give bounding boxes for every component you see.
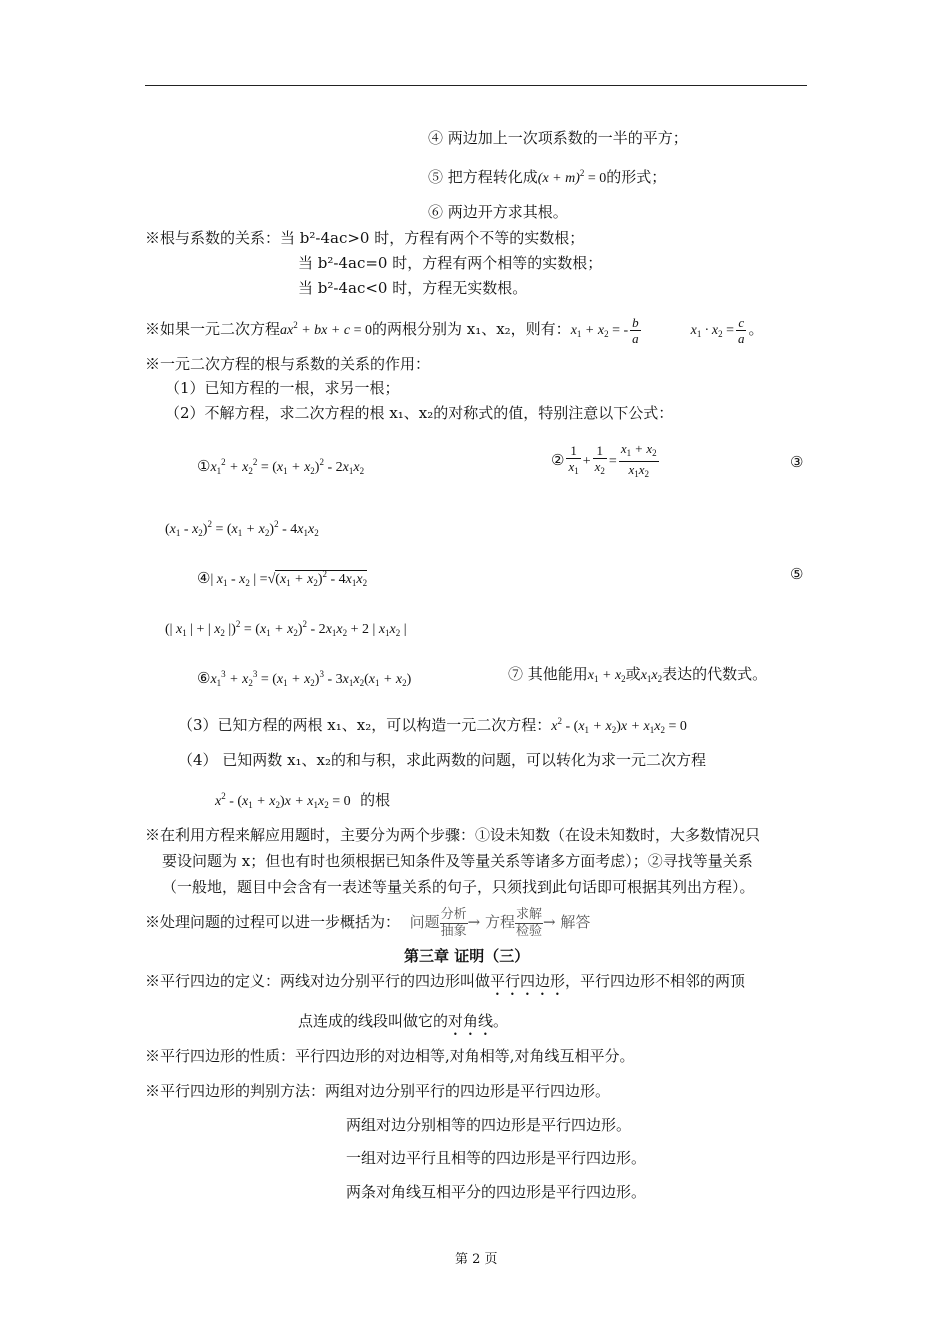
formula-2: ② $\frac{1}{x_1}$ + $\frac{1}{x_2}$ = $\frac{x_1 + x_2}{x_1x_2}$ (551, 440, 657, 479)
discriminant-case-3: 当 b²-4ac<0 时，方程无实数根。 (298, 279, 528, 297)
roles-title: ※一元二次方程的根与系数的关系的作用： (145, 355, 431, 373)
parallelogram-judge-2: 两组对边分别相等的四边形是平行四边形。 (346, 1116, 632, 1134)
parallelogram-properties: ※平行四边形的性质：平行四边形的对边相等,对角相等,对角线互相平分。 (145, 1047, 635, 1065)
step-5: ⑤ 把方程转化成$(x + m)^2 = 0$的形式； (428, 168, 667, 186)
formula-1: $①x_1^2 + x_2^2 = (x_1 + x_2)^2 - 2x_1x_2$ (197, 457, 365, 476)
parallelogram-judge-4: 两条对角线互相平分的四边形是平行四边形。 (346, 1183, 647, 1201)
formula-3: $(x_1 - x_2)^2 = (x_1 + x_2)^2 - 4x_1x_2$ (165, 519, 319, 538)
vieta-formula: ※如果一元二次方程$ax^2$ + bx + c = 0的两根分别为 x₁、x₂，则有：$x_1 + x_2$ = - $\frac{b}{a}$ $x_1 \cdot x_2$ = $\frac{c}{a}$ 。 (145, 314, 764, 346)
formula-5: (| $x_1$ | + | $x_2$ $|)^2 = (x_1 + x_2)^2 - 2x_1x_2 + 2$ | $x_1x_2$ | (165, 619, 407, 638)
arrow-solve: 求解 检验 (515, 906, 542, 939)
application-line-2: 要设问题为 x；但也有时也须根据已知条件及等量关系等诸多方面考虑）；②寻找等量关系 (162, 852, 753, 870)
header-rule (145, 85, 807, 86)
formula-4: ④| $x_1 - x_2$ | $=√(x_1 + x_2)^2 - 4x_1x_2$ (197, 569, 368, 588)
arrow-analyze: 分析 抽象 (440, 906, 467, 939)
role-4-equation: $x^2 - (x_1 + x_2)x + x_1x_2 = 0$ 的根 (215, 791, 391, 810)
application-line-1: ※在利用方程来解应用题时，主要分为两个步骤：①设未知数（在设未知数时，大多数情况只 (145, 826, 761, 844)
discriminant-case-2: 当 b²-4ac=0 时，方程有两个相等的实数根； (298, 254, 603, 272)
formula-5-marker: ⑤ (790, 565, 804, 583)
step-4: ④ 两边加上一次项系数的一半的平方； (428, 129, 688, 147)
role-3: （3）已知方程的两根 x₁、x₂，可以构造一元二次方程：$x^2 - (x_1 + x_2)x + x_1x_2 = 0$ (178, 716, 687, 735)
formula-3-marker: ③ (790, 453, 804, 471)
parallelogram-definition: ※平行四边的定义：两线对边分别平行的四边形叫做平行四边形，平行四边形不相邻的两顶 (145, 972, 746, 990)
parallelogram-judge-3: 一组对边平行且相等的四边形是平行四边形。 (346, 1149, 647, 1167)
formula-6: $⑥x_1^3 + x_2^3 = (x_1 + x_2)^3 - 3x_1x_2(x_1 + x_2)$ (197, 669, 412, 688)
page-number: 第 2 页 (455, 1252, 498, 1267)
discriminant-case-1: ※根与系数的关系：当 b²-4ac>0 时，方程有两个不等的实数根； (145, 229, 585, 247)
role-2: （2）不解方程，求二次方程的根 x₁、x₂的对称式的值，特别注意以下公式： (165, 404, 674, 422)
role-4: （4） 已知两数 x₁、x₂的和与积，求此两数的问题，可以转化为求一元二次方程 (178, 751, 707, 769)
role-1: （1）已知方程的一根，求另一根； (165, 379, 400, 397)
step-6: ⑥ 两边开方求其根。 (428, 203, 568, 221)
formula-7: ⑦ 其他能用$x_1 + x_2$或$x_1x_2$表达的代数式。 (508, 665, 768, 684)
process-summary: ※处理问题的过程可以进一步概括为： 问题 分析 抽象 → 方程 求解 检验 → 解答 (145, 906, 591, 939)
chapter-title: 第三章 证明（三） (404, 947, 530, 965)
application-line-3: （一般地，题目中会含有一表述等量关系的句子，只须找到此句话即可根据其列出方程）。 (162, 878, 755, 896)
parallelogram-definition-2: 点连成的线段叫做它的对角线。 (298, 1012, 509, 1030)
parallelogram-judge-1: ※平行四边形的判别方法：两组对边分别平行的四边形是平行四边形。 (145, 1082, 611, 1100)
